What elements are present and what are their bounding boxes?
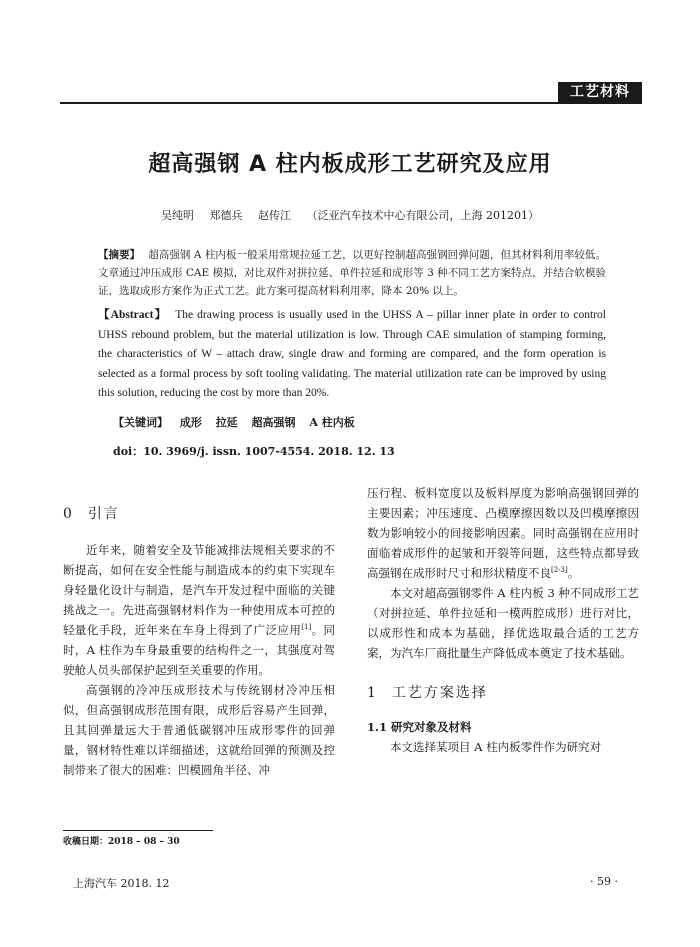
- authors: [0, 208, 700, 224]
- keywords: [113, 414, 365, 430]
- citation-2-3: [2-3]: [551, 566, 568, 575]
- page-number: · 59 ·: [590, 875, 618, 888]
- section-0-heading: [63, 504, 335, 524]
- author-2: 郑德兵: [209, 209, 243, 222]
- section-0-title: 引言: [87, 506, 120, 522]
- abstract-en-label: 【Abstract】: [98, 309, 168, 321]
- abstract-cn-label: 【摘要】: [98, 249, 141, 261]
- abstract-en: [98, 306, 606, 404]
- intro-paragraph-1: 近年来，随着安全及节能减排法规相关要求的不断提高，如何在安全性能与制造成本的约束下实现车身轻量化设计与制造，是汽车开发过程中面临的关键挑战之一。先进高强钢材料作为一种使用成本可控的轻量化手段，近年来在车身上得到了广泛应用[1]。同时，A 柱作为车身最重要的结构件之一，其强度对驾驶舱人员头部保护起到至关重要的作用。: [63, 543, 336, 677]
- section-1-heading: [367, 683, 639, 703]
- doi: doi：10. 3969/j. issn. 1007-4554. 2018. 12. 13: [113, 445, 395, 458]
- paper-title: 超高强钢 A 柱内板成形工艺研究及应用: [148, 152, 552, 177]
- section-0-number: 0: [63, 506, 74, 522]
- author-1: 吴纯明: [161, 209, 194, 222]
- subsection-1-1-heading: 1.1 研究对象及材料: [367, 720, 472, 734]
- intro-paragraph-3: 压行程、板料宽度以及板料厚度为影响高强钢回弹的主要因素；冲压速度、凸模摩擦因数以及凹模摩擦因数为影响较小的间接影响因素。同时高强钢在应用时面临着成形件的起皱和开裂等问题，这些特点都导致高强钢在成形时尺寸和形状精度不良[2-3]。: [367, 486, 639, 580]
- citation-1: [1]: [301, 623, 312, 632]
- footnote-rule: [63, 830, 213, 831]
- keywords-label: 【关键词】: [113, 416, 168, 429]
- author-3: 赵传江: [258, 209, 291, 222]
- header-rule: [60, 102, 642, 104]
- keyword-4: A 柱内板: [309, 416, 355, 429]
- intro-paragraph-4: 本文对超高强钢零件 A 柱内板 3 种不同成形工艺（对拼拉延、单件拉延和一模两腔成形）进行对比，以成形性和成本为基础，择优选取最合适的工艺方案，为汽车厂商批量生产降低成本奠定了技术基础。: [367, 586, 639, 660]
- abstract-cn: [98, 246, 606, 300]
- section-1-paragraph-1: 本文选择某项目 A 柱内板零件作为研究对: [390, 740, 602, 754]
- section-1-number: 1: [367, 685, 378, 701]
- left-column: [63, 504, 335, 780]
- right-column: [367, 483, 639, 757]
- abstract-en-text: The drawing process is usually used in the UHSS A – pillar inner plate in order to control UHSS rebound problem, but the material utilization is low. Through CAE simulation of stamping forming, the characteristics of W – attach draw, single draw and forming are compared, and the form operation is selected as a formal process by soft tooling validating. The material utilization rate can be improved by using this solution, reducing the cost by more than 20%.: [98, 309, 606, 399]
- abstract-cn-text: 超高强钢 A 柱内板一般采用常规拉延工艺，以更好控制超高强钢回弹问题，但其材料利用率较低。文章通过冲压成形 CAE 模拟，对比双件对拼拉延、单件拉延和成形等 3 种不同工艺方案特点，并结合软模验证，选取成形方案作为正式工艺。此方案可提高材料利用率，降本 20% 以上。: [98, 249, 606, 297]
- keyword-2: 拉延: [215, 416, 238, 429]
- keyword-3: 超高强钢: [251, 416, 296, 429]
- intro-paragraph-2: 高强钢的冷冲压成形技术与传统钢材冷冲压相似，但高强钢成形范围有限，成形后容易产生回弹，且其回弹量远大于普通低碳钢冲压成形零件的回弹量，钢材特性难以详细描述，这就给回弹的预测及控制带来了很大的困难：凹模圆角半径、冲: [63, 683, 335, 777]
- footer-journal: 上海汽车 2018. 12: [73, 877, 170, 890]
- affiliation: （泛亚汽车技术中心有限公司，上海 201201）: [306, 209, 539, 222]
- section-tag: 工艺材料: [558, 82, 642, 102]
- section-1-title: 工艺方案选择: [391, 685, 488, 701]
- keyword-1: 成形: [179, 416, 202, 429]
- footnote-received-date: 收稿日期：2018 – 08 – 30: [63, 837, 180, 847]
